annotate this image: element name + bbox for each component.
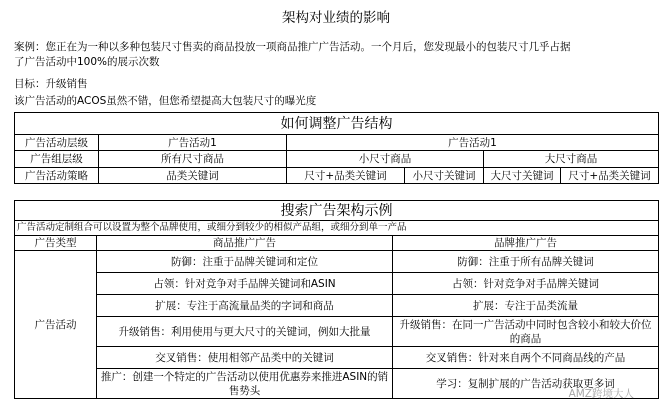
sp-cell-upsell: 升级销售：利用使用与更大尺寸的关键词，例如大批量: [97, 317, 393, 347]
row-label-adgroup-level: 广告组层级: [15, 151, 99, 168]
col-header-sponsored-products: 商品推广广告: [97, 236, 393, 251]
structure-table: [14, 112, 659, 184]
col-header-ad-type: 广告类型: [15, 236, 97, 251]
row-label-campaign-level: 广告活动层级: [15, 135, 99, 151]
cell-strategy-large: 大尺寸关键词: [484, 168, 561, 184]
architecture-table: [14, 200, 659, 399]
cell-strategy-category: 品类关键词: [99, 168, 287, 184]
cell-adgroup-all: 所有尺寸商品: [99, 151, 287, 168]
row-label-campaign: 广告活动: [15, 251, 97, 399]
sb-cell-cross-sell: 交叉销售：针对来自两个不同商品线的产品: [393, 347, 659, 369]
case-text-line1: 案例：您正在为一种以多种包装尺寸售卖的商品投放一项商品推广广告活动。一个月后，您发现最小的包装尺寸几乎占据: [14, 41, 571, 53]
sp-cell-defense: 防御：注重于品牌关键词和定位: [97, 251, 393, 273]
sp-cell-conquest: 占领：针对竞争对手品牌关键词和ASIN: [97, 273, 393, 295]
sb-cell-learning: 学习：复制扩展的广告活动获取更多词: [393, 369, 659, 399]
sp-cell-cross-sell: 交叉销售：使用相邻产品类中的关键词: [97, 347, 393, 369]
sb-cell-upsell: 升级销售：在同一广告活动中同时包含较小和较大价位的商品: [393, 317, 659, 347]
page-title: 架构对业绩的影响: [282, 10, 390, 26]
row-label-strategy: 广告活动策略: [15, 168, 99, 184]
cell-strategy-size-category: 尺寸+品类关键词: [287, 168, 405, 184]
cell-adgroup-small: 小尺寸商品: [287, 151, 484, 168]
sp-cell-expansion: 扩展：专注于高流量品类的字词和商品: [97, 295, 393, 317]
cell-campaign-1a: 广告活动1: [99, 135, 287, 151]
sp-cell-promotion: 推广：创建一个特定的广告活动以使用优惠券来推进ASIN的销售势头: [97, 369, 393, 399]
col-header-sponsored-brands: 品牌推广广告: [393, 236, 659, 251]
cell-strategy-small: 小尺寸关键词: [405, 168, 484, 184]
watermark: AMZ跨境大人: [568, 388, 634, 400]
sb-cell-conquest: 占领：针对竞争对手品牌关键词: [393, 273, 659, 295]
architecture-table-header: 搜索广告架构示例: [15, 201, 659, 221]
cell-adgroup-large: 大尺寸商品: [484, 151, 659, 168]
case-text-line2: 了广告活动中100%的展示次数: [14, 56, 160, 68]
structure-table-header: 如何调整广告结构: [15, 113, 659, 135]
sb-cell-expansion: 扩展：专注于品类流量: [393, 295, 659, 317]
cell-campaign-1b: 广告活动1: [287, 135, 659, 151]
goal-description: 该广告活动的ACOS虽然不错，但您希望提高大包装尺寸的曝光度: [14, 95, 317, 107]
cell-strategy-size-category-2: 尺寸+品类关键词: [561, 168, 659, 184]
sb-cell-defense: 防御：注重于所有品牌关键词: [393, 251, 659, 273]
architecture-table-subheader: 广告活动定制组合可以设置为整个品牌使用，或细分到较少的相似产品组，或细分到单一产品: [15, 221, 659, 236]
goal-label: 目标：升级销售: [14, 78, 88, 90]
